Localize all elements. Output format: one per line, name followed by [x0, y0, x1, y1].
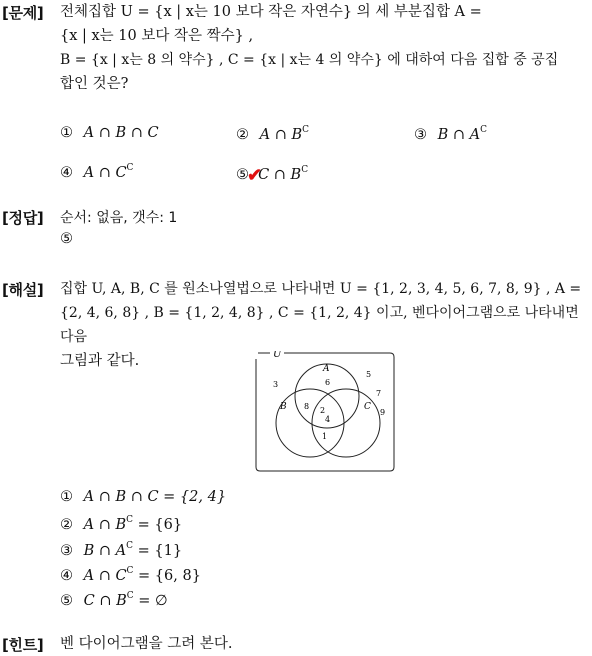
venn-elem-9: 9: [380, 408, 386, 417]
answer-label: [정답]: [2, 209, 44, 227]
problem-line-4: 합인 것은?: [60, 76, 129, 92]
venn-elem-6: 6: [325, 378, 331, 387]
option-3[interactable]: [414, 125, 487, 143]
problem-line-1: 전체집합 U = {x | x는 10 보다 작은 자연수} 의 세 부분집합 A =: [60, 4, 482, 20]
problem-line-3: B = {x | x는 8 의 약수} , C = {x | x는 4 의 약수} 에 대하여 다음 집합 중 공집: [60, 52, 559, 68]
problem-line-2: {x | x는 10 보다 작은 짝수} ,: [60, 28, 254, 44]
problem-text: [60, 0, 588, 96]
result-5: [60, 591, 168, 609]
venn-elem-1: 1: [322, 432, 328, 441]
venn-elem-8: 8: [304, 402, 310, 411]
result-5-number: ⑤: [60, 593, 73, 609]
result-2-sup: C: [126, 515, 133, 525]
option-2[interactable]: [236, 125, 309, 143]
venn-elem-4: 4: [325, 415, 331, 424]
result-5-expr: C ∩ B: [83, 593, 127, 609]
venn-elem-2: 2: [320, 406, 326, 415]
answer-meta: 순서: 없음, 갯수: 1: [60, 210, 178, 226]
option-4-sup: C: [126, 163, 134, 173]
option-5[interactable]: [236, 163, 308, 184]
result-3: [60, 541, 182, 559]
explanation-label: [해설]: [2, 281, 44, 299]
option-5-sup: C: [301, 165, 309, 175]
venn-elem-5: 5: [366, 370, 372, 379]
venn-elem-7: 7: [376, 389, 382, 398]
option-3-expr: B ∩ A: [437, 127, 481, 143]
result-4-rest: = {6, 8}: [133, 568, 201, 584]
result-3-rest: = {1}: [133, 543, 183, 559]
venn-diagram: [254, 351, 396, 473]
option-1-number: ①: [60, 125, 73, 141]
result-4-number: ④: [60, 568, 73, 584]
result-2: [60, 515, 182, 533]
hint-label: [힌트]: [2, 636, 44, 654]
option-4[interactable]: [60, 163, 133, 181]
option-2-number: ②: [236, 127, 249, 143]
checkmark-icon: ✔: [247, 165, 263, 186]
venn-label-a: A: [323, 364, 330, 374]
explanation-line-3: 그림과 같다.: [60, 353, 140, 369]
venn-elem-3: 3: [273, 380, 279, 389]
result-3-sup: C: [126, 541, 133, 551]
option-2-expr: A ∩ B: [259, 127, 303, 143]
option-1[interactable]: [60, 125, 159, 141]
result-4-expr: A ∩ C: [83, 568, 127, 584]
result-3-number: ③: [60, 543, 73, 559]
result-4-sup: C: [126, 566, 134, 576]
hint-text: 벤 다이어그램을 그려 본다.: [60, 636, 233, 652]
result-2-rest: = {6}: [133, 517, 183, 533]
option-1-expr: A ∩ B ∩ C: [83, 125, 159, 141]
result-2-number: ②: [60, 517, 73, 533]
option-3-sup: C: [480, 125, 487, 135]
venn-label-u: U: [273, 351, 282, 360]
result-4: [60, 566, 201, 584]
result-1: [60, 489, 226, 505]
option-5-expr: C ∩ B: [258, 167, 302, 183]
explanation-line-2: {2, 4, 6, 8} , B = {1, 2, 4, 8} , C = {1, 2, 4} 이고, 벤다이어그램으로 나타내면 다음: [60, 305, 579, 345]
result-3-expr: B ∩ A: [83, 543, 127, 559]
option-5-number: ⑤: [236, 167, 249, 183]
result-1-number: ①: [60, 489, 73, 505]
option-3-number: ③: [414, 127, 427, 143]
option-4-number: ④: [60, 165, 73, 181]
answer-value: ⑤: [60, 231, 73, 247]
problem-label: [문제]: [2, 4, 44, 22]
option-4-expr: A ∩ C: [83, 165, 127, 181]
venn-label-c: C: [364, 402, 371, 412]
venn-circle-c: [312, 389, 380, 457]
result-5-rest: = ∅: [133, 593, 168, 609]
explanation-line-1: 집합 U, A, B, C 를 원소나열법으로 나타내면 U = {1, 2, 3, 4, 5, 6, 7, 8, 9} , A =: [60, 281, 582, 297]
result-1-expr: A ∩ B ∩ C = {2, 4}: [83, 489, 227, 505]
venn-label-b: B: [280, 402, 287, 412]
result-2-expr: A ∩ B: [83, 517, 127, 533]
option-2-sup: C: [302, 125, 309, 135]
result-5-sup: C: [126, 591, 134, 601]
